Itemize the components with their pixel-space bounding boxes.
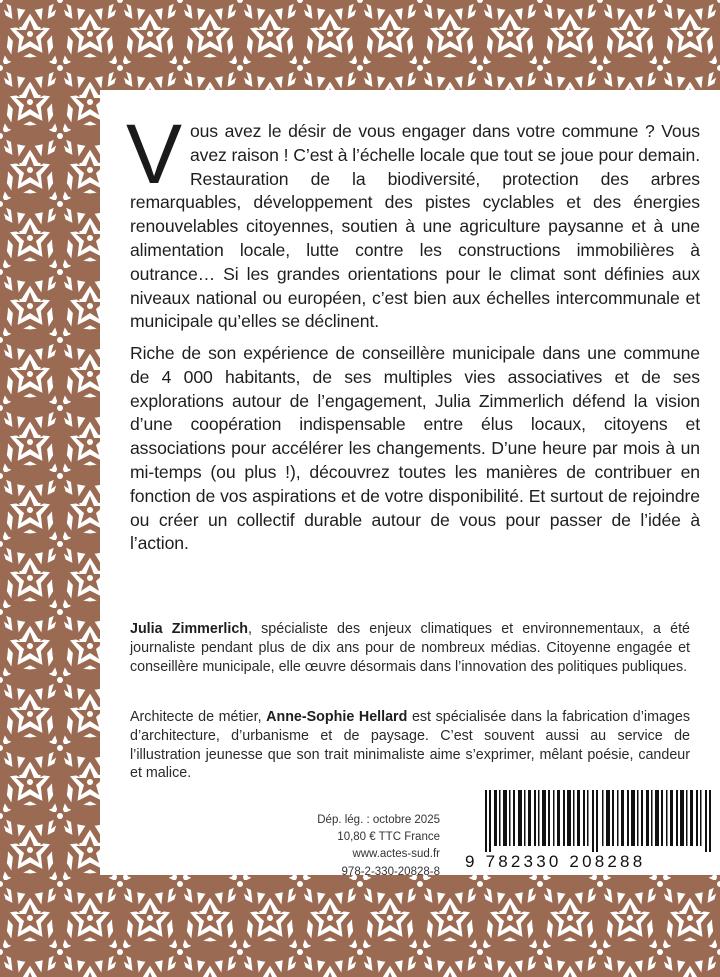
legal-info [317, 812, 440, 881]
second-paragraph: Riche de son expérience de conseillère municipale dans une commune de 4 000 habitants, de ses multiples vies associatives et de ses explorations autour de l’engagement, Julia Zimmerlich défend la vision d’une coopération indispensable entre élus locaux, citoyens et associations pour accélérer les changements. D’une heure par mois à un mi-temps (ou plus !), découvrez toutes les manières de contribuer en fonction de vos aspirations et de votre disponibilité. Et surtout de rejoindre ou créer un collectif durable autour de vous pour passer de l’idée à l’action. [130, 343, 700, 554]
author-bio-text: , spécialiste des enjeux climatiques et environnementaux, a été journaliste pendant plus de dix ans pour de nombreux médias. Citoyenne engagée et conseillère municipale, elle œuvre désormais dans l’innovation des politiques publiques. [130, 621, 691, 675]
drop-cap: V [126, 107, 182, 201]
illustrator-name: Anne-Sophie Hellard [266, 709, 408, 725]
isbn: 978-2-330-20828-8 [341, 865, 440, 878]
author-name: Julia Zimmerlich [130, 621, 249, 637]
author-bio [130, 620, 690, 676]
intro-text: ous avez le désir de vous engager dans votre commune ? Vous avez raison ! C’est à l’échelle locale que tout se joue pour demain. Restauration de la biodiversité, protection des arbres remarquables, développement des pistes cyclables et des énergies renouvelables citoyennes, soutien à une agriculture paysanne et à une alimentation locale, lutte contre les constructions immobilières à outrance… Si les grandes orientations pour le climat sont définies aux niveaux national ou européen, c’est bien aux échelles intercommunale et municipale qu’elles se déclinent. [130, 121, 700, 332]
isbn-barcode [465, 790, 715, 872]
illustrator-bio-text: est spécialisée dans la fabrication d’images d’architecture, d’urbanisme et de paysage. C’est souvent aussi au service de l’illustration jeunesse que son trait minimaliste aime s’exprimer, mêlant poésie, candeur et malice. [130, 709, 690, 782]
legal-deposit: Dép. lég. : octobre 2025 [317, 814, 440, 826]
illustrator-bio [130, 708, 690, 783]
intro-paragraph [126, 107, 700, 334]
back-cover-text-panel [100, 90, 720, 878]
publisher-website: www.actes-sud.fr [352, 848, 440, 861]
barcode-icon [485, 790, 715, 852]
illustrator-bio-prefix: Architecte de métier, [130, 709, 267, 725]
price: 10,80 € TTC France [337, 831, 440, 844]
barcode-digits: 9 782330 208288 [465, 852, 646, 871]
